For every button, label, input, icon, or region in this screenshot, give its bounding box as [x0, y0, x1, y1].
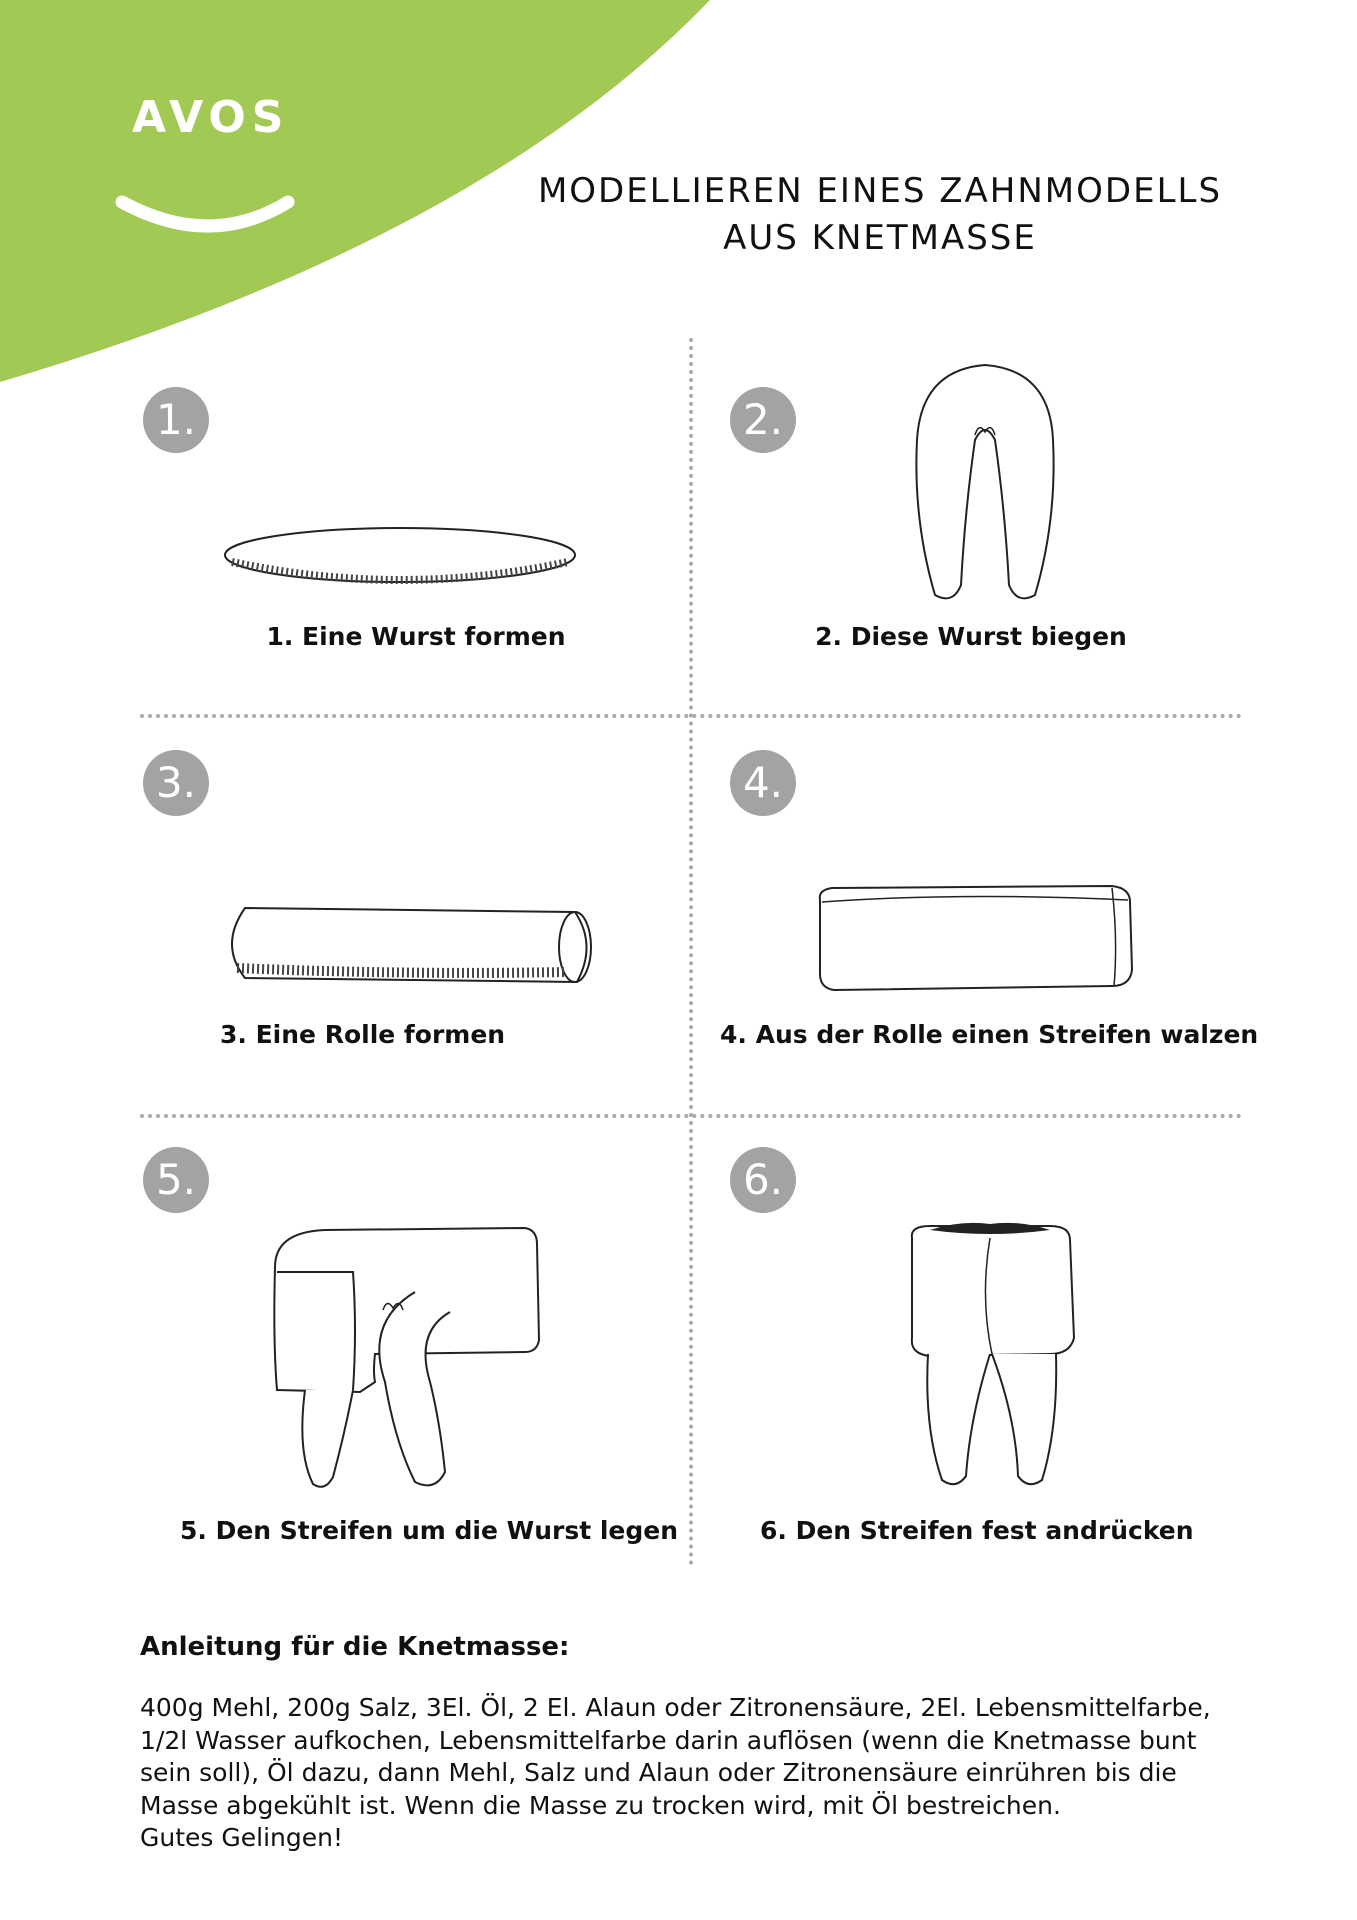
- recipe-closing: Gutes Gelingen!: [140, 1823, 343, 1852]
- step-5-number-badge: 5.: [143, 1147, 209, 1213]
- recipe-line: Masse abgekühlt ist. Wenn die Masse zu trocken wird, mit Öl bestreichen.: [140, 1790, 1061, 1820]
- step-1-number-badge: 1.: [143, 387, 209, 453]
- recipe-heading: Anleitung für die Knetmasse:: [140, 1632, 570, 1662]
- step-4-number-badge: 4.: [730, 750, 796, 816]
- page-title: [520, 168, 1240, 262]
- grid-divider-vertical: [689, 338, 693, 1566]
- step-3-number-badge: 3.: [143, 750, 209, 816]
- step-6-number-badge: 6.: [730, 1147, 796, 1213]
- step-3-caption: 3. Eine Rolle formen: [220, 1020, 506, 1049]
- grid-divider-horizontal-2: [140, 1114, 1242, 1118]
- bent-sausage-drawing: [905, 360, 1065, 605]
- recipe-body: [140, 1692, 1260, 1855]
- page-title-line-1: MODELLIEREN EINES ZAHNMODELLS: [537, 171, 1223, 211]
- step-6-caption: 6. Den Streifen fest andrücken: [760, 1516, 1194, 1545]
- finished-tooth-drawing: [900, 1218, 1085, 1493]
- clay-roll-drawing: [215, 900, 600, 990]
- grid-divider-horizontal-1: [140, 714, 1242, 718]
- strip-wrapped-drawing: [265, 1222, 550, 1492]
- step-5-caption: 5. Den Streifen um die Wurst legen: [180, 1516, 679, 1545]
- brand-logo: AVOS: [132, 92, 290, 143]
- flat-strip-drawing: [812, 880, 1142, 995]
- step-4-caption: 4. Aus der Rolle einen Streifen walzen: [720, 1020, 1259, 1049]
- recipe-line: 1/2l Wasser aufkochen, Lebensmittelfarbe darin auflösen (wenn die Knetmasse bunt: [140, 1725, 1197, 1755]
- step-2-number-badge: 2.: [730, 387, 796, 453]
- page-title-line-2: AUS KNETMASSE: [723, 218, 1037, 258]
- recipe-line: 400g Mehl, 200g Salz, 3El. Öl, 2 El. Alaun oder Zitronensäure, 2El. Lebensmittelfarbe,: [140, 1693, 1211, 1722]
- step-1-caption: 1. Eine Wurst formen: [266, 622, 566, 651]
- clay-sausage-drawing: [220, 520, 580, 590]
- recipe-line: sein soll), Öl dazu, dann Mehl, Salz und Alaun oder Zitronensäure einrühren bis die: [140, 1758, 1177, 1787]
- step-2-caption: 2. Diese Wurst biegen: [815, 622, 1127, 651]
